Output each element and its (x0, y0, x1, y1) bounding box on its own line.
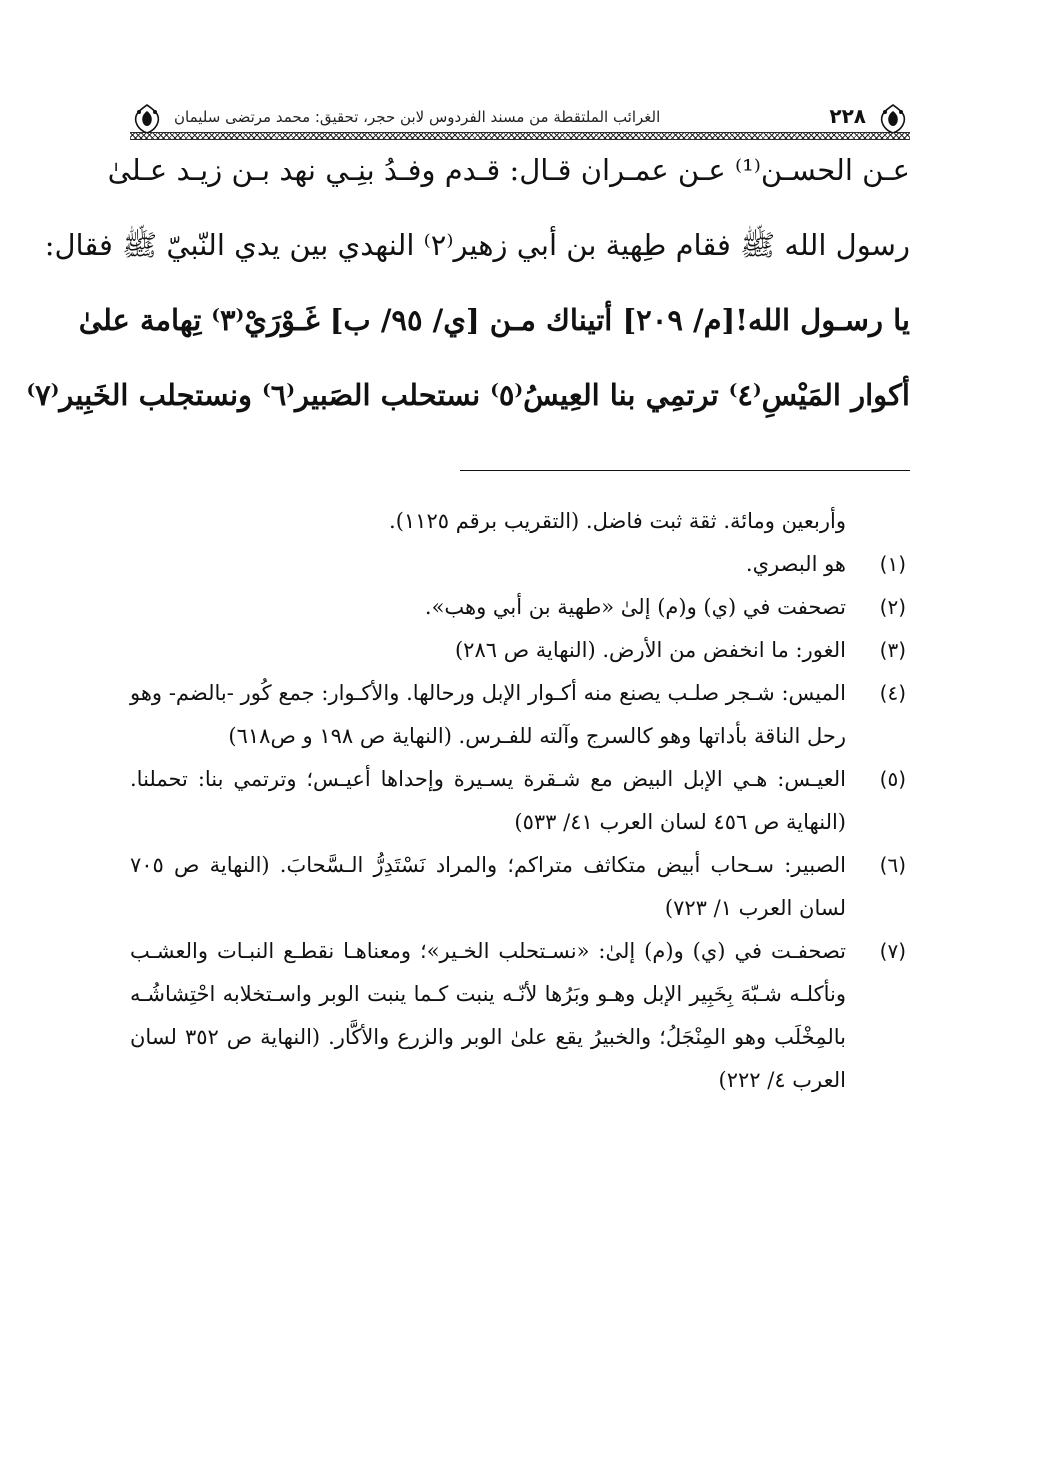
footnotes (130, 500, 910, 1102)
running-title: الغرائب الملتقطة من مسند الفردوس لابن حجر، تحقيق: محمد مرتضى سليمان (174, 108, 661, 126)
footnote-text: تصحفت في (ي) و(م) إلىٰ «طهية بن أبي وهب». (424, 595, 846, 619)
footnote-number: (٥) (879, 767, 906, 791)
footnote-number: (٣) (879, 638, 906, 662)
footnote-item (130, 586, 910, 629)
footnote-item (130, 543, 910, 586)
footnote-number: (٢) (879, 595, 906, 619)
footnote-number: (٦) (879, 853, 906, 877)
footnote-text: الصبير: سـحاب أبيض متكاثف متراكم؛ والمراد نَسْتَدِرُّ الـسَّحابَ. (النهاية ص ٧٠٥ لسان العرب ١/ ٧٢٣) (130, 853, 846, 920)
header-rule (130, 132, 910, 140)
footnote-number: (٧) (879, 939, 906, 963)
footnote-continuation: وأربعين ومائة. ثقة ثبت فاضل. (التقريب برقم ١١٢٥). (389, 509, 846, 533)
main-text-line: أكوار المَيْسِ⁽٤⁾ ترتمِي بنا العِيسُ⁽٥⁾ نستحلب الصَبير⁽٦⁾ ونستجلب الخَبِير⁽٧⁾ (26, 378, 910, 412)
floral-ornament-icon (876, 102, 910, 136)
footnote-text: الميس: شـجر صلـب يصنع منه أكـوار الإبل ورحالها. والأكـوار: جمع كُور -بالضم- وهو رحل الناقة بأداتها وهو كالسرج وآلته للفـرس. (النهاية ص ١٩٨ و ص٦١٨) (130, 681, 846, 748)
footnote-separator (460, 470, 910, 471)
footnote-item (130, 930, 910, 1102)
footnote-text: تصحفـت في (ي) و(م) إلىٰ: «نسـتحلب الخـير»؛ ومعناهـا نقطـع النبـات والعشـب ونأكلـه شـبّهَ بِخَبِير الإبل وهـو وبَرُها لأنّـه ينبت كـما ينبت الوبر واسـتخلابه احْتِشاشُـه بالمِخْلَب وهو المِنْجَلُ؛ والخبيرُ يقع علىٰ الوبر والزرع والأكَّار. (النهاية ص ٣٥٢ لسان العرب ٤/ ٢٢٢) (130, 939, 846, 1092)
main-text (26, 150, 910, 450)
footnote-item (130, 758, 910, 844)
floral-ornament-icon (130, 102, 164, 136)
running-header (130, 98, 910, 140)
main-text-line: يا رسـول الله![م/ ٢٠٩] أتيناك مـن [ي/ ٩٥/ ب] غَـوْرَيْ⁽٣⁾ تِهامة علىٰ (78, 303, 910, 337)
footnote-number: (٤) (879, 681, 906, 705)
footnote-item (130, 844, 910, 930)
main-text-line: رسول الله ﷺ فقام طِهية بن أبي زهير⁽٢⁾ النهدي بين يدي النّبيّ ﷺ فقال: (44, 228, 910, 262)
footnote-item (130, 629, 910, 672)
footnote-text: الغور: ما انخفض من الأرض. (النهاية ص ٢٨٦) (454, 638, 846, 662)
footnote-number: (١) (879, 552, 906, 576)
page-number: ٢٢٨ (829, 104, 866, 128)
footnote-text: هو البصري. (745, 552, 846, 576)
footnote-text: العيـس: هـي الإبل البيض مع شـقرة يسـيرة وإحداها أعيـس؛ وترتمي بنا: تحملنا. (النهاية ص ٤٥٦ لسان العرب ٤١/ ٥٣٣) (130, 767, 846, 834)
footnote-item (130, 672, 910, 758)
main-text-line: عـن الحسـن⁽¹⁾ عـن عمـران قـال: قـدم وفـدُ بنِـي نهد بـن زيـد عـلىٰ (107, 153, 910, 187)
